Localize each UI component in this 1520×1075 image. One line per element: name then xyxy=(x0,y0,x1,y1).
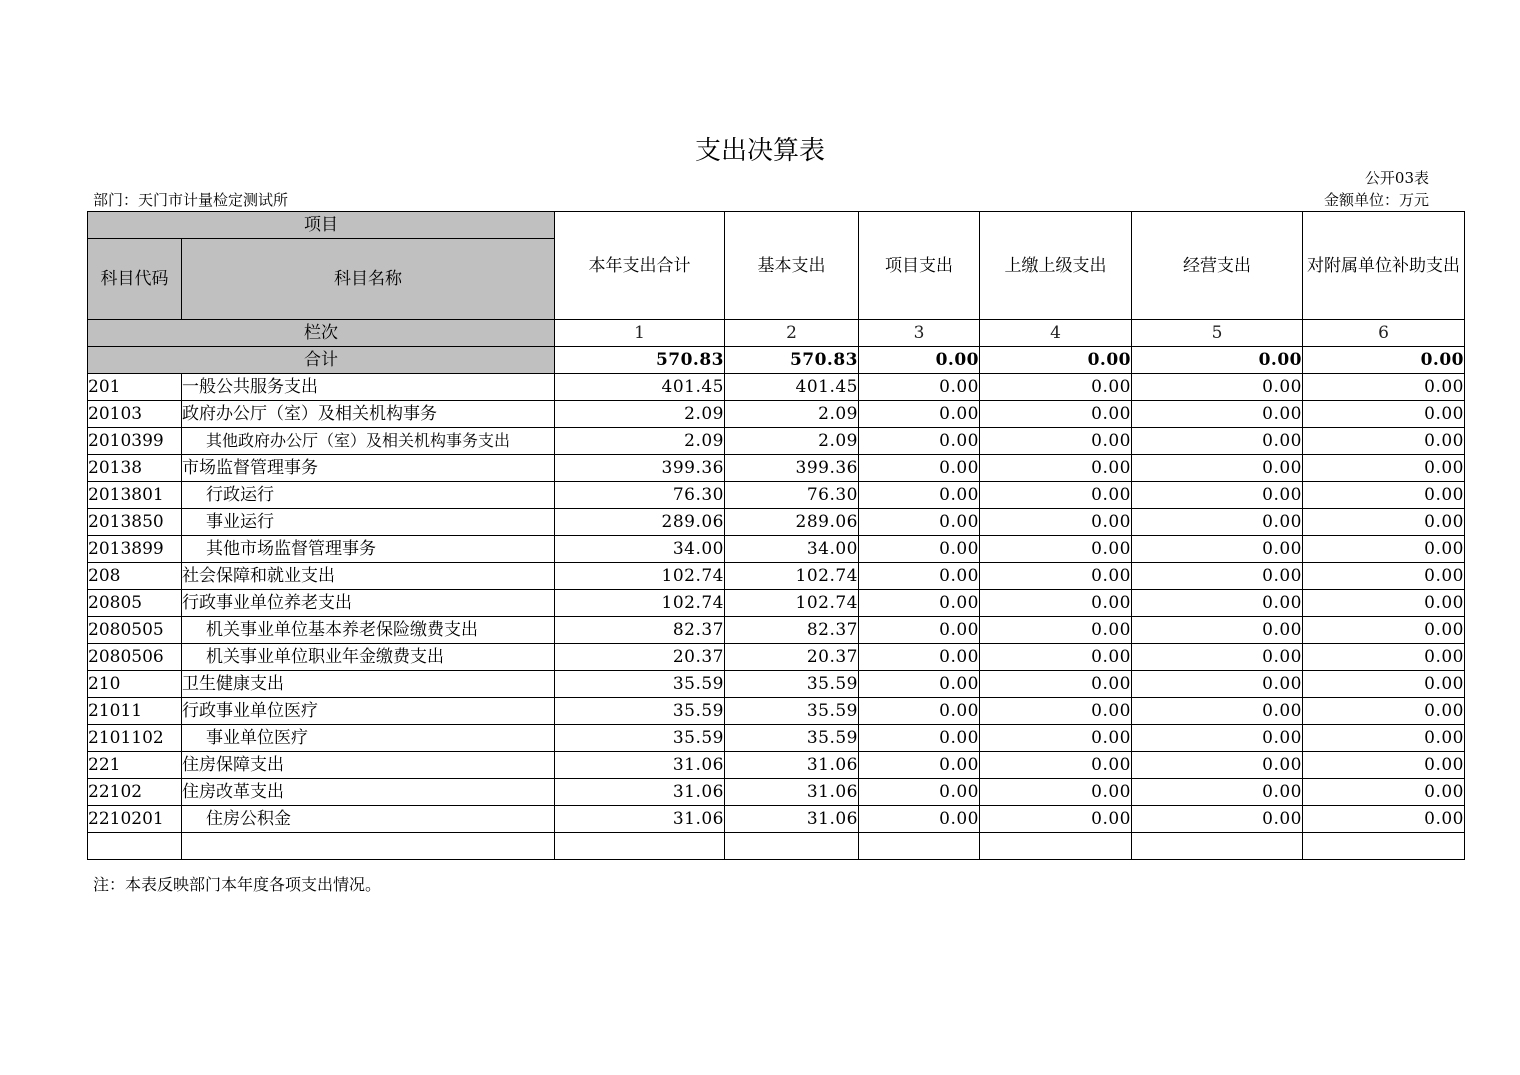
amount-cell: 0.00 xyxy=(859,482,980,509)
subject-code: 210 xyxy=(88,671,182,698)
amount-cell: 0.00 xyxy=(1303,563,1465,590)
column-number: 2 xyxy=(725,320,859,347)
amount-cell: 0.00 xyxy=(980,428,1132,455)
table-row xyxy=(88,806,1465,833)
header-name: 科目名称 xyxy=(182,239,555,320)
amount-cell: 0.00 xyxy=(980,779,1132,806)
expenditure-table xyxy=(87,211,1465,860)
subject-code: 20103 xyxy=(88,401,182,428)
column-number: 6 xyxy=(1303,320,1465,347)
amount-cell: 0.00 xyxy=(1132,752,1303,779)
table-row xyxy=(88,401,1465,428)
amount-cell: 0.00 xyxy=(1303,401,1465,428)
amount-cell: 2.09 xyxy=(725,428,859,455)
header-basic: 基本支出 xyxy=(725,212,859,320)
amount-cell: 0.00 xyxy=(859,698,980,725)
amount-cell: 0.00 xyxy=(1303,509,1465,536)
table-row xyxy=(88,428,1465,455)
amount-cell: 401.45 xyxy=(725,374,859,401)
amount-cell: 102.74 xyxy=(725,563,859,590)
total-cell: 570.83 xyxy=(555,347,725,374)
amount-cell: 0.00 xyxy=(980,455,1132,482)
empty-cell xyxy=(1132,833,1303,860)
amount-cell: 0.00 xyxy=(980,752,1132,779)
amount-cell: 0.00 xyxy=(980,806,1132,833)
table-row xyxy=(88,617,1465,644)
amount-cell: 20.37 xyxy=(555,644,725,671)
total-row xyxy=(88,347,1465,374)
subject-code: 20138 xyxy=(88,455,182,482)
amount-cell: 0.00 xyxy=(1132,617,1303,644)
subject-code: 20805 xyxy=(88,590,182,617)
amount-cell: 0.00 xyxy=(980,509,1132,536)
amount-cell: 76.30 xyxy=(725,482,859,509)
amount-cell: 0.00 xyxy=(1132,590,1303,617)
subject-name: 机关事业单位基本养老保险缴费支出 xyxy=(182,617,555,644)
amount-cell: 0.00 xyxy=(859,374,980,401)
table-row xyxy=(88,779,1465,806)
amount-cell: 35.59 xyxy=(555,671,725,698)
amount-cell: 0.00 xyxy=(859,752,980,779)
header-business: 经营支出 xyxy=(1132,212,1303,320)
subject-code: 22102 xyxy=(88,779,182,806)
subject-name: 社会保障和就业支出 xyxy=(182,563,555,590)
amount-cell: 0.00 xyxy=(980,401,1132,428)
amount-cell: 0.00 xyxy=(1303,590,1465,617)
amount-cell: 35.59 xyxy=(725,698,859,725)
amount-cell: 0.00 xyxy=(1303,482,1465,509)
amount-cell: 0.00 xyxy=(859,725,980,752)
amount-cell: 35.59 xyxy=(555,698,725,725)
amount-cell: 0.00 xyxy=(1132,482,1303,509)
amount-cell: 2.09 xyxy=(555,401,725,428)
subject-code: 2010399 xyxy=(88,428,182,455)
amount-cell: 35.59 xyxy=(725,671,859,698)
table-row xyxy=(88,455,1465,482)
amount-cell: 0.00 xyxy=(1132,509,1303,536)
amount-cell: 0.00 xyxy=(1132,725,1303,752)
footnote: 注：本表反映部门本年度各项支出情况。 xyxy=(93,875,382,894)
empty-cell xyxy=(1303,833,1465,860)
amount-cell: 399.36 xyxy=(725,455,859,482)
amount-cell: 0.00 xyxy=(1303,698,1465,725)
header-project-expenditure: 项目支出 xyxy=(859,212,980,320)
subject-code: 201 xyxy=(88,374,182,401)
empty-cell xyxy=(725,833,859,860)
amount-cell: 0.00 xyxy=(980,725,1132,752)
amount-cell: 0.00 xyxy=(1303,428,1465,455)
amount-cell: 0.00 xyxy=(1303,536,1465,563)
subject-name: 住房公积金 xyxy=(182,806,555,833)
amount-cell: 0.00 xyxy=(980,563,1132,590)
amount-cell: 102.74 xyxy=(555,563,725,590)
amount-cell: 0.00 xyxy=(859,455,980,482)
amount-cell: 401.45 xyxy=(555,374,725,401)
amount-cell: 0.00 xyxy=(1132,671,1303,698)
amount-cell: 0.00 xyxy=(980,482,1132,509)
subject-name: 事业运行 xyxy=(182,509,555,536)
amount-cell: 31.06 xyxy=(555,806,725,833)
subject-name: 其他市场监督管理事务 xyxy=(182,536,555,563)
table-row xyxy=(88,671,1465,698)
amount-cell: 0.00 xyxy=(980,536,1132,563)
amount-cell: 82.37 xyxy=(555,617,725,644)
amount-cell: 0.00 xyxy=(980,374,1132,401)
table-row xyxy=(88,698,1465,725)
amount-cell: 0.00 xyxy=(859,536,980,563)
table-row xyxy=(88,536,1465,563)
subject-code: 2013899 xyxy=(88,536,182,563)
empty-cell xyxy=(980,833,1132,860)
amount-cell: 31.06 xyxy=(555,779,725,806)
amount-cell: 0.00 xyxy=(1303,725,1465,752)
amount-cell: 0.00 xyxy=(859,644,980,671)
amount-cell: 399.36 xyxy=(555,455,725,482)
amount-cell: 0.00 xyxy=(1132,455,1303,482)
amount-cell: 0.00 xyxy=(1303,644,1465,671)
subject-code: 2101102 xyxy=(88,725,182,752)
amount-cell: 0.00 xyxy=(1132,374,1303,401)
header-total: 本年支出合计 xyxy=(555,212,725,320)
column-number-label: 栏次 xyxy=(88,320,555,347)
amount-cell: 0.00 xyxy=(980,617,1132,644)
amount-cell: 34.00 xyxy=(725,536,859,563)
amount-cell: 0.00 xyxy=(859,590,980,617)
subject-name: 住房保障支出 xyxy=(182,752,555,779)
empty-cell xyxy=(859,833,980,860)
amount-cell: 289.06 xyxy=(725,509,859,536)
column-number: 3 xyxy=(859,320,980,347)
amount-cell: 0.00 xyxy=(980,698,1132,725)
header-row-1 xyxy=(88,212,1465,239)
empty-cell xyxy=(182,833,555,860)
amount-cell: 0.00 xyxy=(859,671,980,698)
amount-cell: 0.00 xyxy=(1132,536,1303,563)
table-row xyxy=(88,725,1465,752)
total-cell: 570.83 xyxy=(725,347,859,374)
amount-cell: 0.00 xyxy=(1132,698,1303,725)
total-cell: 0.00 xyxy=(980,347,1132,374)
department-label: 部门：天门市计量检定测试所 xyxy=(93,191,289,209)
amount-cell: 0.00 xyxy=(1303,779,1465,806)
subject-name: 机关事业单位职业年金缴费支出 xyxy=(182,644,555,671)
amount-cell: 0.00 xyxy=(980,590,1132,617)
amount-cell: 0.00 xyxy=(1303,752,1465,779)
table-row xyxy=(88,563,1465,590)
amount-cell: 102.74 xyxy=(555,590,725,617)
amount-cell: 0.00 xyxy=(859,563,980,590)
amount-cell: 0.00 xyxy=(980,671,1132,698)
subject-name: 事业单位医疗 xyxy=(182,725,555,752)
amount-cell: 0.00 xyxy=(859,428,980,455)
amount-cell: 0.00 xyxy=(859,401,980,428)
amount-cell: 0.00 xyxy=(1132,644,1303,671)
table-row xyxy=(88,374,1465,401)
amount-cell: 31.06 xyxy=(725,806,859,833)
subject-code: 21011 xyxy=(88,698,182,725)
header-code: 科目代码 xyxy=(88,239,182,320)
subject-name: 行政事业单位医疗 xyxy=(182,698,555,725)
amount-cell: 0.00 xyxy=(980,644,1132,671)
subject-name: 一般公共服务支出 xyxy=(182,374,555,401)
amount-cell: 20.37 xyxy=(725,644,859,671)
subject-name: 行政事业单位养老支出 xyxy=(182,590,555,617)
empty-cell xyxy=(88,833,182,860)
amount-cell: 76.30 xyxy=(555,482,725,509)
subject-code: 2013801 xyxy=(88,482,182,509)
amount-cell: 0.00 xyxy=(1132,563,1303,590)
table-row xyxy=(88,482,1465,509)
subject-code: 221 xyxy=(88,752,182,779)
amount-cell: 0.00 xyxy=(1132,428,1303,455)
subject-code: 2080506 xyxy=(88,644,182,671)
subject-code: 2080505 xyxy=(88,617,182,644)
column-number: 1 xyxy=(555,320,725,347)
total-cell: 0.00 xyxy=(1132,347,1303,374)
column-number-row xyxy=(88,320,1465,347)
column-number: 5 xyxy=(1132,320,1303,347)
amount-cell: 31.06 xyxy=(725,779,859,806)
subject-name: 住房改革支出 xyxy=(182,779,555,806)
amount-cell: 0.00 xyxy=(1303,671,1465,698)
subject-code: 2210201 xyxy=(88,806,182,833)
amount-cell: 31.06 xyxy=(725,752,859,779)
amount-cell: 31.06 xyxy=(555,752,725,779)
report-title: 支出决算表 xyxy=(694,136,825,166)
amount-cell: 34.00 xyxy=(555,536,725,563)
amount-cell: 0.00 xyxy=(1303,455,1465,482)
empty-cell xyxy=(555,833,725,860)
amount-cell: 0.00 xyxy=(1132,806,1303,833)
amount-cell: 0.00 xyxy=(859,806,980,833)
subject-code: 2013850 xyxy=(88,509,182,536)
amount-cell: 0.00 xyxy=(859,509,980,536)
amount-cell: 0.00 xyxy=(859,779,980,806)
subject-name: 市场监督管理事务 xyxy=(182,455,555,482)
amount-cell: 2.09 xyxy=(555,428,725,455)
amount-cell: 0.00 xyxy=(1132,779,1303,806)
amount-cell: 0.00 xyxy=(1132,401,1303,428)
subject-name: 其他政府办公厅（室）及相关机构事务支出 xyxy=(182,428,555,455)
subject-name: 政府办公厅（室）及相关机构事务 xyxy=(182,401,555,428)
amount-cell: 102.74 xyxy=(725,590,859,617)
header-subsidy: 对附属单位补助支出 xyxy=(1303,212,1465,320)
amount-cell: 0.00 xyxy=(1303,617,1465,644)
amount-unit-label: 金额单位：万元 xyxy=(1323,191,1429,209)
table-row xyxy=(88,644,1465,671)
table-row xyxy=(88,752,1465,779)
empty-row xyxy=(88,833,1465,860)
amount-cell: 35.59 xyxy=(725,725,859,752)
form-code: 公开03表 xyxy=(1364,169,1429,187)
table-row xyxy=(88,509,1465,536)
header-project: 项目 xyxy=(88,212,555,239)
total-cell: 0.00 xyxy=(859,347,980,374)
amount-cell: 0.00 xyxy=(1303,806,1465,833)
column-number: 4 xyxy=(980,320,1132,347)
amount-cell: 2.09 xyxy=(725,401,859,428)
subject-name: 行政运行 xyxy=(182,482,555,509)
table-row xyxy=(88,590,1465,617)
amount-cell: 0.00 xyxy=(859,617,980,644)
total-label: 合计 xyxy=(88,347,555,374)
header-upper-level: 上缴上级支出 xyxy=(980,212,1132,320)
amount-cell: 0.00 xyxy=(1303,374,1465,401)
amount-cell: 82.37 xyxy=(725,617,859,644)
amount-cell: 289.06 xyxy=(555,509,725,536)
subject-code: 208 xyxy=(88,563,182,590)
subject-name: 卫生健康支出 xyxy=(182,671,555,698)
total-cell: 0.00 xyxy=(1303,347,1465,374)
amount-cell: 35.59 xyxy=(555,725,725,752)
